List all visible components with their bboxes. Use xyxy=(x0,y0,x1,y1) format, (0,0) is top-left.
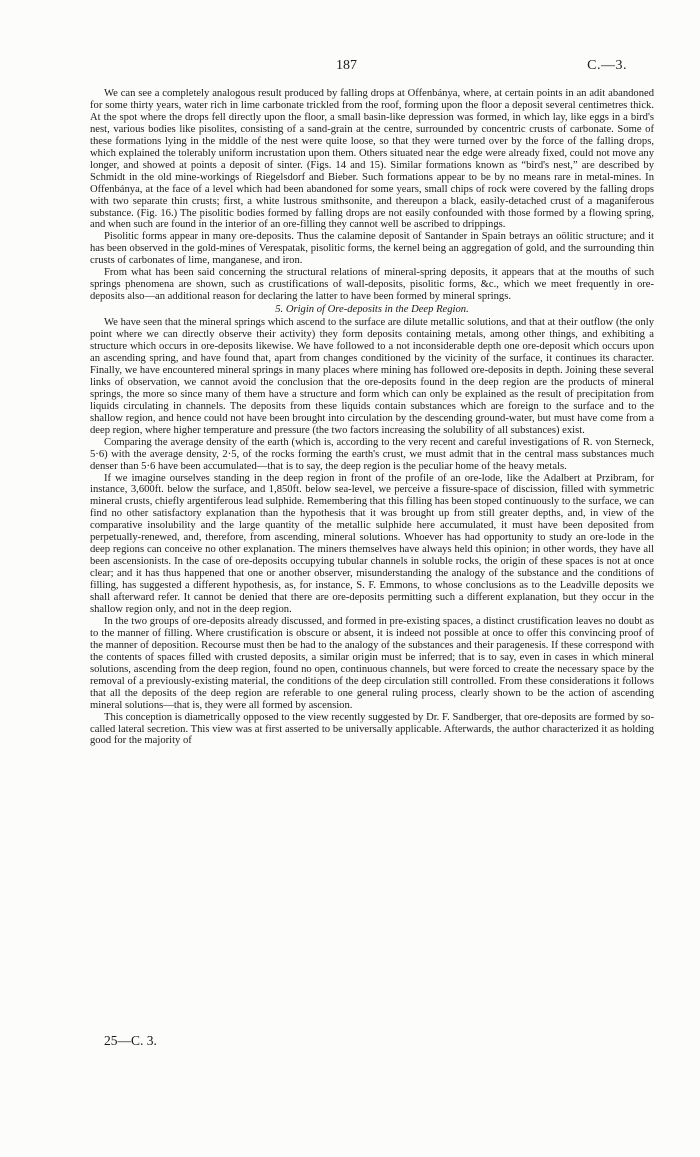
paragraph-earth-density: Comparing the average density of the earth (which is, according to the very recent and careful investigations of R. von Sterneck, 5·6) with the average density, 2·5, of the rocks forming the earth's crust, we must admit that in the central mass substances much denser than 5·6 have been accumulated—that is to say, the deep region is the peculiar home of the heavy metals. xyxy=(90,436,654,472)
paragraph-mineral-springs: We have seen that the mineral springs which ascend to the surface are dilute metallic solutions, and that at their outflow (the only point where we can directly observe their activity) they form deposits containing metals, among other things, and exhibiting a structure which occurs in ore-deposits likewise. We have followed to a not inconsiderable depth one ore-deposit which occurs upon an ascending spring, and have found that, apart from changes conditioned by the vicinity of the surface, it continues its character. Finally, we have encountered mineral springs in many places where mining has followed ore-deposits in depth. Joining these several links of observation, we cannot avoid the conclusion that the ore-deposits found in the deep region are the products of mineral springs, the more so since many of them have a structure and form which can only be explained as the result of precipitation from liquids circulating in channels. The deposits from these liquids contain substances which are foreign to the surface and to the shallow region, and hence could not have been brought into circulation by the descending ground-water, but must have come from a deep region, where higher temperature and pressure (the two factors increasing the solubility of all substances) exist. xyxy=(90,317,654,436)
body-text xyxy=(90,88,654,747)
paragraph-structural-relations: From what has been said concerning the structural relations of mineral-spring deposits, it appears that at the mouths of such springs phenomena are shown, such as crustifications of wall-deposits, pisolitic forms, &c., which we meet frequently in ore-deposits also—an additional reason for declaring the latter to have been formed by mineral springs. xyxy=(90,267,654,303)
document-reference: C.—3. xyxy=(587,58,627,73)
paragraph-falling-drops: We can see a completely analogous result produced by falling drops at Offenbánya, where, at certain points in an adit abandoned for some thirty years, water rich in lime carbonate trickled from the roof, forming upon the floor a deposit several centimetres thick. At the spot where the drops fell directly upon the floor, a small basin-like depression was formed, in which lay, like eggs in a bird's nest, various bodies like pisolites, consisting of a sand-grain at the centre, surrounded by concentric crusts of carbonate. Some of these formations lying in the middle of the nest were quite loose, so that they were turned over by the force of the falling drops, which explained the tolerably uniform incrustation upon them. Others situated near the edge were already fixed, could not move any longer, and showed at points a deposit of sinter. (Figs. 14 and 15). Similar formations known as “bird's nest,” are described by Schmidt in the old mine-workings of Riegelsdorf and Bieber. Such formations appear to be by no means rare in metal-mines. In Offenbánya, at the face of a level which had been abandoned for some years, small chips of rock were covered by the falling drops with two separate thin crusts; first, a white lustrous smithsonite, and thereupon a black, easily-detached crust of a maganiferous substance. (Fig. 16.) The pisolitic bodies formed by falling drops are not easily confounded with those formed by a flowing spring, and when such are found in the interior of an ore-filling they cannot well be ascribed to drippings. xyxy=(90,88,654,231)
signature-mark: 25—C. 3. xyxy=(104,1033,157,1048)
paragraph-two-groups: In the two groups of ore-deposits already discussed, and formed in pre-existing spaces, a distinct crustification leaves no doubt as to the manner of filling. Where crustification is obscure or absent, it is indeed not possible at once to offer this convincing proof of the manner of deposition. Recourse must then be had to the analogy of the substances and their paragenesis. If these correspond with the contents of spaces filled with crusted deposits, a similar origin must be inferred; that is to say, even in cases in which mineral solutions, ascending from the deep region, found no open, continuous channels, but were forced to create the necessary space by the removal of a previously-existing material, the conditions of the deep circulation still controlled. From these considerations it follows that all the deposits of the deep region are referable to one general ruling process, clearly shown to be the action of ascending mineral solutions—that is, they were all formed by ascension. xyxy=(90,615,654,711)
page-number: 187 xyxy=(336,58,357,73)
page-header xyxy=(0,58,700,78)
paragraph-sandberger: This conception is diametrically opposed to the view recently suggested by Dr. F. Sandberger, that ore-deposits are formed by so-called lateral secretion. This view was at first asserted to be universally applicable. Afterwards, the author characterized it as holding good for the majority of xyxy=(90,711,654,747)
paragraph-adalbert-lode: If we imagine ourselves standing in the deep region in front of the profile of an ore-lode, like the Adalbert at Przibram, for instance, 3,600ft. below the surface, and 1,850ft. below sea-level, we perceive a fissure-space of discission, filled with symmetric mineral crusts, chiefly argentiferous lead sulphide. Remembering that this filling has been stoped continuously to the surface, we can find no other satisfactory explanation than the hypothesis that it was brought up from still greater depths, and, in view of the comparative insolubility and the large quantity of the metallic sulphide here accumulated, it must have been deposited from perpetually-renewed, and, therefore, from ascending, mineral solutions. Whoever has had opportunity to study an ore-lode in the deep regions can conceive no other explanation. The miners themselves have always held this opinion; in other words, they have all been ascensionists. In the case of ore-deposits occupying tubular channels in soluble rocks, the origin of these spaces is not at once clear; and it has thus happened that one or another observer, misunderstanding the analogy of the substance and the conditions of filling, has suggested a different hypothesis, as, for instance, S. F. Emmons, to whose conclusions as to the Leadville deposits we shall afterward refer. It cannot be denied that there are ore-deposits permitting such a different explanation, but they occur in the shallow region only, and not in the deep region. xyxy=(90,472,654,615)
section-heading: 5. Origin of Ore-deposits in the Deep Region. xyxy=(275,304,469,316)
paragraph-pisolitic-forms: Pisolitic forms appear in many ore-deposits. Thus the calamine deposit of Santander in Spain betrays an oölitic structure; and it has been observed in the gold-mines of Verespatak, pisolitic forms, the kernel being an aggregation of gold, and the surrounding thin crusts of carbonates of lime, manganese, and iron. xyxy=(90,231,654,267)
